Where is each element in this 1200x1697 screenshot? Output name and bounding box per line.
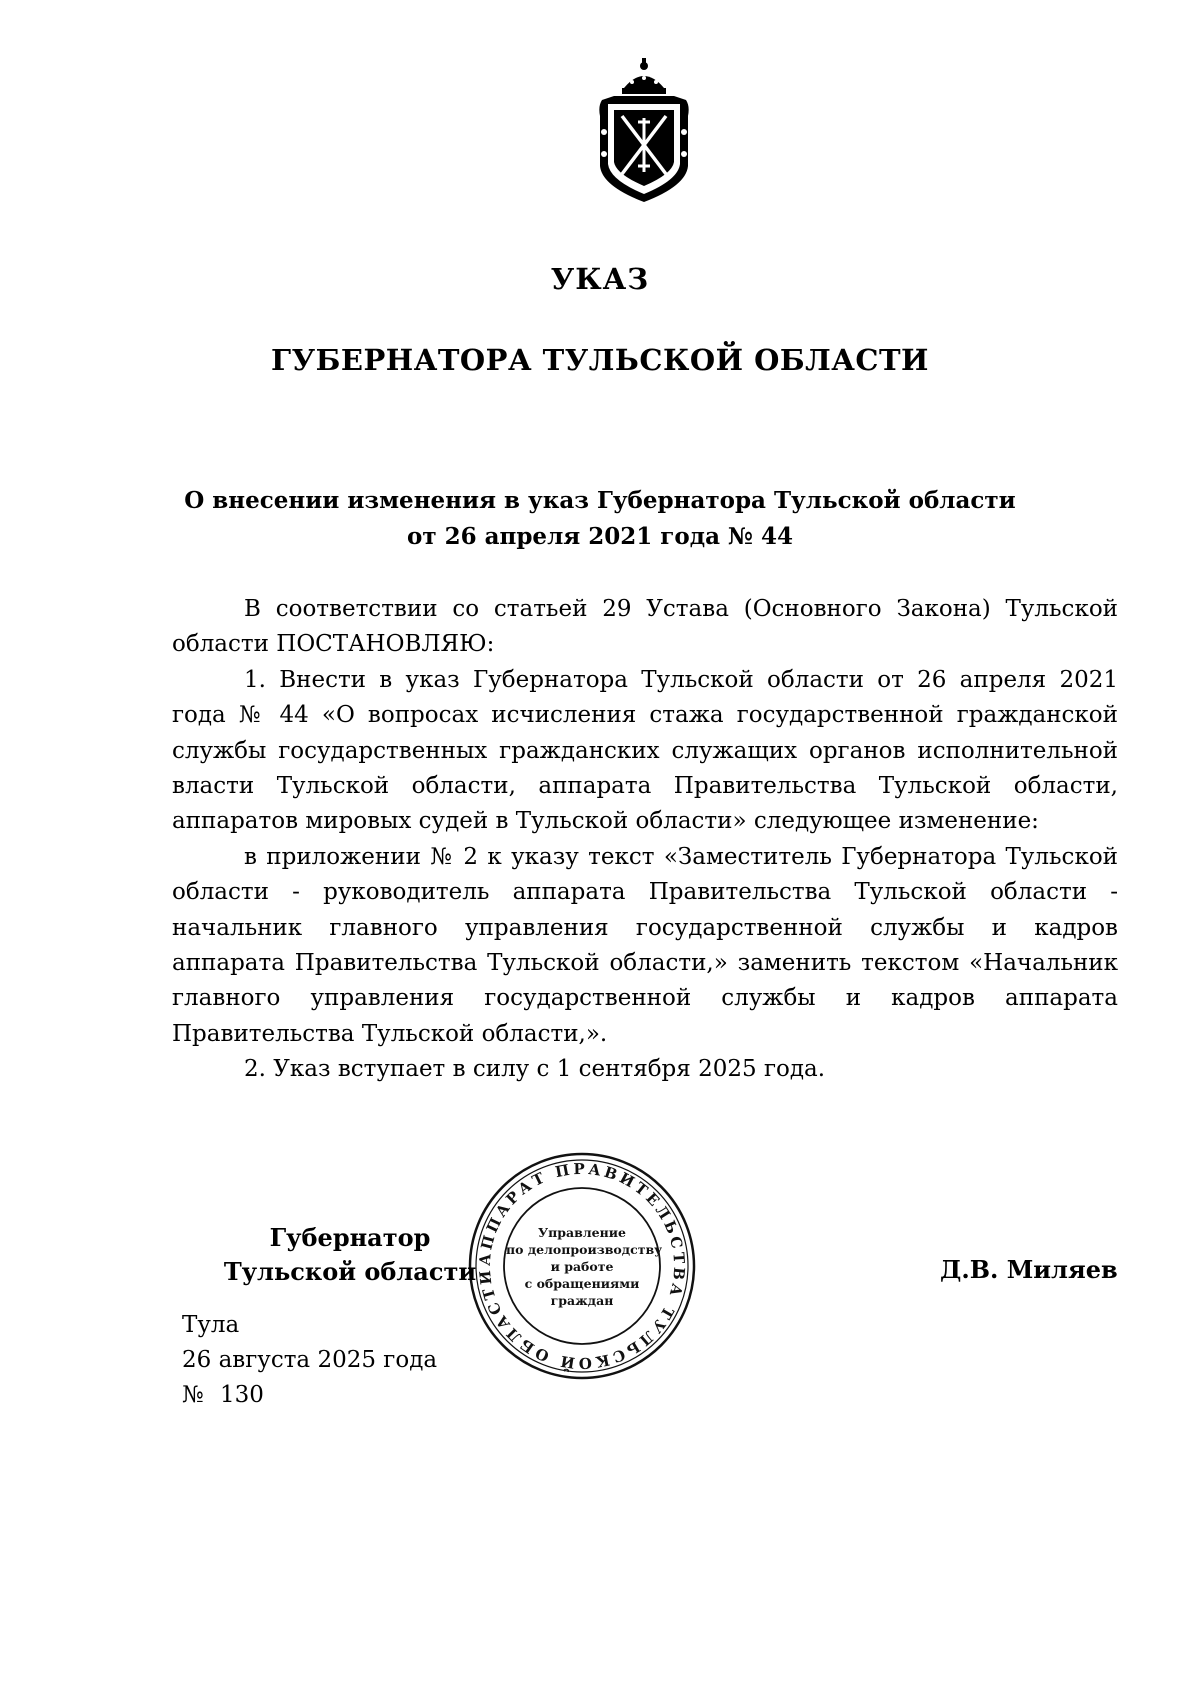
document-date: 26 августа 2025 года — [182, 1347, 438, 1373]
body-paragraph-preamble: В соответствии со статьей 29 Устава (Основного Закона) Тульской области ПОСТАНОВЛЯЮ: — [172, 596, 1118, 658]
tula-coat-of-arms-icon — [588, 56, 700, 204]
stamp-inner-line-3: и работе — [550, 1259, 614, 1274]
signatory-name: Д.В. Миляев — [940, 1255, 1118, 1284]
document-place-date-number — [182, 1308, 437, 1413]
document-type-heading: УКАЗ — [550, 262, 650, 296]
subject-line-2: от 26 апреля 2021 года № 44 — [407, 523, 793, 550]
body-paragraph-amendment: в приложении № 2 к указу текст «Заместитель Губернатора Тульской области - руководитель аппарата Правительства Тульской области - начальник главного управления государственной службы и кадров аппарата Правительства Тульской области,» заменить текстом «Начальник главного управления государственной службы и кадров аппарата Правительства Тульской области,». — [172, 843, 1118, 1047]
document-body — [172, 592, 1118, 1088]
document-place: Тула — [182, 1312, 240, 1338]
stamp-inner-text — [506, 1224, 663, 1309]
official-stamp — [466, 1150, 698, 1382]
signatory-title — [220, 1221, 480, 1289]
stamp-inner-line-2: по делопроизводству — [506, 1242, 663, 1257]
stamp-inner-line-5: граждан — [550, 1293, 614, 1308]
stamp-inner-line-1: Управление — [538, 1225, 626, 1240]
body-paragraph-item-2: 2. Указ вступает в силу с 1 сентября 2025 года. — [244, 1056, 826, 1083]
document-author-heading: ГУБЕРНАТОРА ТУЛЬСКОЙ ОБЛАСТИ — [271, 343, 929, 377]
document-number-label: № — [182, 1382, 204, 1408]
signatory-title-line-1: Губернатор — [269, 1223, 431, 1252]
stamp-outer-text: АППАРАТ ПРАВИТЕЛЬСТВА ТУЛЬСКОЙ ОБЛАСТИ — [475, 1159, 689, 1373]
document-number-row — [182, 1378, 437, 1413]
signatory-title-line-2: Тульской области — [223, 1257, 477, 1286]
document-number: 130 — [220, 1382, 264, 1408]
body-paragraph-item-1: 1. Внести в указ Губернатора Тульской области от 26 апреля 2021 года № 44 «О вопросах исчисления стажа государственной гражданской службы государственных гражданских служащих органов исполнительной власти Тульской области, аппарата Правительства Тульской области, аппаратов мировых судей в Тульской области» следующее изменение: — [172, 666, 1118, 835]
stamp-inner-line-4: с обращениями — [524, 1276, 640, 1291]
subject-line-1: О внесении изменения в указ Губернатора Тульской области — [184, 487, 1016, 514]
document-subject — [0, 483, 1200, 555]
